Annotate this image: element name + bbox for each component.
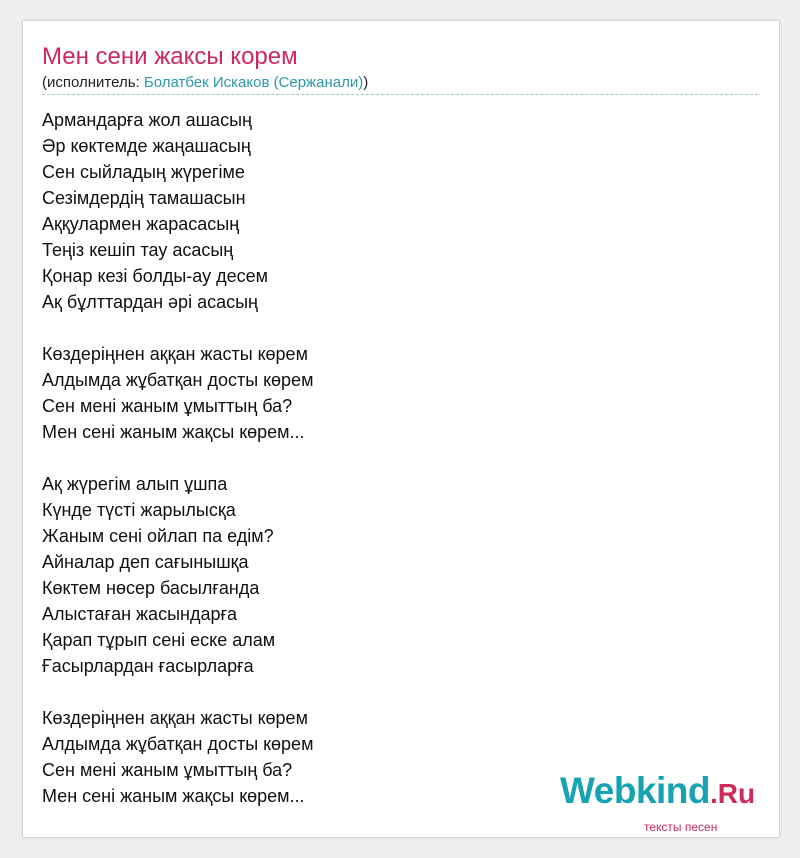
lyric-line: Жаным сені ойлап па едім?: [42, 526, 274, 546]
artist-suffix: ): [363, 74, 369, 91]
lyric-line: Ғасырлардан ғасырларға: [42, 656, 254, 676]
artist-link[interactable]: Болатбек Искаков (Сержанали): [143, 74, 364, 91]
lyric-line: Мен сені жаным жақсы көрем...: [42, 786, 305, 806]
lyrics-text: [42, 107, 742, 809]
lyric-line: Сен мені жаным ұмыттың ба?: [42, 396, 293, 416]
logo-suffix: .Ru: [710, 778, 756, 809]
lyric-line: Сен мені жаным ұмыттың ба?: [42, 760, 293, 780]
lyric-line: Қонар кезі болды-ау десем: [42, 266, 268, 286]
logo-main-text: Webkind: [560, 770, 710, 811]
lyric-line: Қарап тұрып сені еске алам: [42, 630, 276, 650]
lyric-line: Теңіз кешіп тау асасың: [42, 240, 234, 260]
lyric-line: Көздеріңнен аққан жасты көрем: [42, 708, 308, 728]
lyric-line: Армандарға жол ашасың: [42, 110, 252, 130]
lyric-line: Сен сыйладың жүрегіме: [42, 162, 245, 182]
lyric-line: Алыстаған жасындарға: [42, 604, 238, 624]
site-logo[interactable]: [560, 770, 760, 834]
lyric-line: Сезімдердің тамашасын: [42, 188, 246, 208]
lyric-line: Мен сені жаным жақсы көрем...: [42, 422, 305, 442]
lyric-line: Ақ бұлттардан әрі асасың: [42, 292, 258, 312]
lyric-line: Әр көктемде жаңашасың: [42, 136, 251, 156]
lyric-line: Ақ жүрегім алып ұшпа: [42, 474, 228, 494]
lyric-line: Күнде түсті жарылысқа: [42, 500, 236, 520]
page-title: Мен сени жаксы корем: [42, 43, 298, 70]
lyric-line: Көктем нөсер басылғанда: [42, 578, 260, 598]
artist-prefix: (исполнитель:: [42, 74, 144, 91]
lyrics-card: [22, 20, 780, 838]
logo-tagline: тексты песен: [644, 820, 718, 834]
divider: [42, 94, 758, 95]
logo-wordmark: [560, 770, 755, 812]
stanza-gap: [42, 679, 742, 705]
lyric-line: Алдымда жұбатқан досты көрем: [42, 734, 314, 754]
lyric-line: Алдымда жұбатқан досты көрем: [42, 370, 314, 390]
artist-line: [42, 74, 368, 91]
lyric-line: Көздеріңнен аққан жасты көрем: [42, 344, 308, 364]
lyric-line: Аққулармен жарасасың: [42, 214, 240, 234]
stanza-gap: [42, 315, 742, 341]
lyric-line: Айналар деп сағынышқа: [42, 552, 249, 572]
stanza-gap: [42, 445, 742, 471]
